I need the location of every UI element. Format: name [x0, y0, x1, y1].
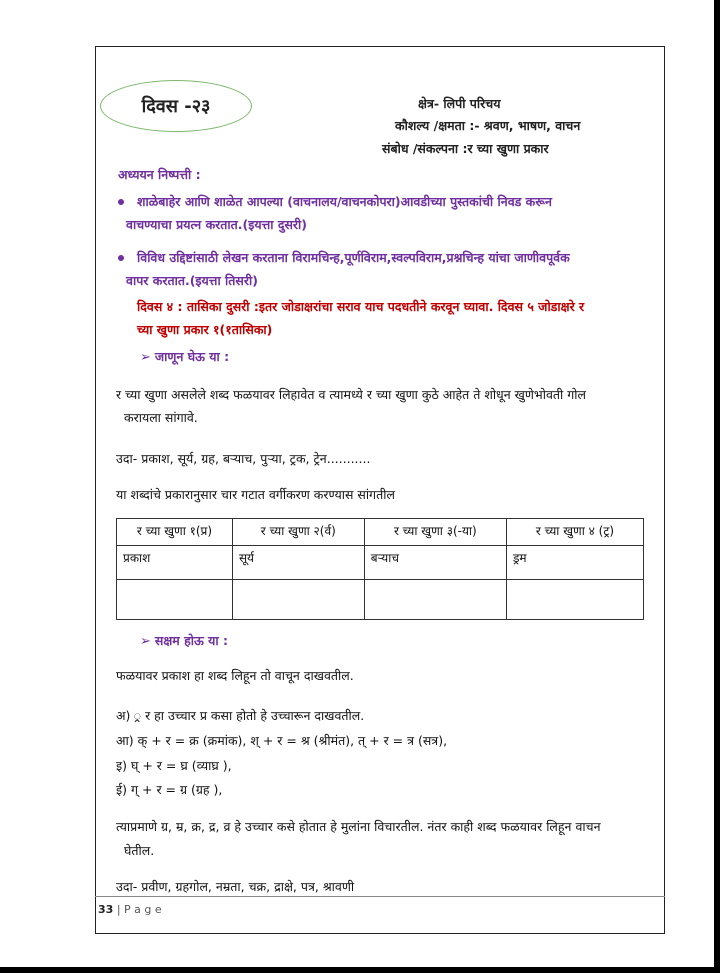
day-note-line-1: दिवस ४ : तासिका दुसरी :इतर जोडाक्षरांचा सराव याच पदधतीने करवून घ्यावा. दिवस ५ जोडाक्षरे र: [137, 299, 585, 314]
know-heading-text: जाणून घेऊ या :: [154, 349, 230, 364]
area-label: क्षेत्र- लिपी परिचय: [418, 96, 501, 111]
page-number: 33: [98, 903, 114, 916]
know-section-heading: [140, 348, 229, 365]
capable-para-line-2: घेतील.: [124, 843, 155, 858]
know-example: उदा- प्रकाश, सूर्य, ग्रह, बऱ्याच, पुऱ्या, ट्रक, ट्रेन...........: [116, 451, 371, 466]
footer-divider: [95, 896, 665, 897]
concept-label: संबोध /संकल्पना :र च्या खुणा प्रकार: [382, 141, 549, 156]
table-cell: बऱ्याच: [364, 546, 506, 580]
capable-heading-text: सक्षम होऊ या :: [154, 633, 229, 648]
know-classify: या शब्दांचे प्रकारानुसार चार गटात वर्गीकरण करण्यास सांगतील: [116, 487, 395, 502]
page-footer: [98, 903, 162, 916]
skills-label: कौशल्य /क्षमता :- श्रवण, भाषण, वाचन: [395, 118, 581, 133]
table-cell: [506, 580, 643, 620]
arrow-right-icon: ➢: [140, 350, 151, 365]
table-cell: प्रकाश: [117, 546, 233, 580]
classification-table: [116, 518, 644, 620]
bullet-icon: [118, 255, 124, 261]
day-note-line-2: च्या खुणा प्रकार १(१तासिका): [137, 322, 273, 337]
outcomes-heading: अध्ययन निष्पत्ती :: [118, 167, 201, 182]
table-header-cell: र च्या खुणा ३(-या): [364, 519, 506, 546]
table-row: [117, 546, 644, 580]
capable-line-ii: ई) ग् + र = ग्र (ग्रह ),: [116, 782, 223, 797]
capable-line-aa: आ) क् + र = क्र (क्रमांक), श् + र = श्र (श्रीमंत), त् + र = त्र (सत्र),: [116, 733, 448, 748]
table-header-cell: र च्या खुणा १(प्र): [117, 519, 233, 546]
table-cell: ड्रम: [506, 546, 643, 580]
table-header-cell: र च्या खुणा २(र्व): [232, 519, 364, 546]
arrow-right-icon: ➢: [140, 634, 151, 649]
know-para-line-2: करायला सांगावे.: [124, 410, 198, 425]
capable-example: उदा- प्रवीण, ग्रहगोल, नम्रता, चक्र, द्राक्षे, पत्र, श्रावणी: [116, 879, 355, 894]
page-label: P a g e: [124, 903, 162, 916]
capable-intro: फळयावर प्रकाश हा शब्द लिहून तो वाचून दाखवतील.: [116, 668, 354, 683]
day-title-oval: [100, 80, 252, 132]
table-row: [117, 580, 644, 620]
outcome-2-line-2: वापर करतात.(इयत्ता तिसरी): [126, 273, 258, 288]
table-cell: [117, 580, 233, 620]
table-cell: सूर्य: [232, 546, 364, 580]
outcome-2-line-1: विविध उद्दिष्टांसाठी लेखन करताना विरामचिन्ह,पूर्णविराम,स्वल्पविराम,प्रश्नचिन्ह यांचा जाणीवपूर्वक: [137, 250, 570, 265]
capable-line-i: इ) घ् + र = घ्र (व्याघ्र ),: [116, 758, 232, 773]
table-header-row: [117, 519, 644, 546]
outcome-1-line-1: शाळेबाहेर आणि शाळेत आपल्या (वाचनालय/वाचनकोपरा)आवडीच्या पुस्तकांची निवड करून: [137, 194, 552, 209]
capable-para-line-1: त्याप्रमाणे ग्र, म्र, क्र, द्र, व्र हे उच्चार कसे होतात हे मुलांना विचारतील. नंतर काही शब्द फळयावर लिहून वाचन: [116, 819, 601, 834]
know-para-line-1: र च्या खुणा असलेले शब्द फळयावर लिहावेत व त्यामध्ये र च्या खुणा कुठे आहेत ते शोधून खुणेभोवती गोल: [116, 387, 586, 402]
table-cell: [364, 580, 506, 620]
day-title: दिवस -२३: [141, 96, 211, 117]
footer-separator: |: [116, 903, 121, 916]
capable-section-heading: [140, 632, 228, 649]
bullet-icon: [118, 199, 124, 205]
table-header-cell: र च्या खुणा ४ (ट्र): [506, 519, 643, 546]
capable-line-a: अ) ्र र हा उच्चार प्र कसा होतो हे उच्चारून दाखवतील.: [116, 708, 365, 723]
table-cell: [232, 580, 364, 620]
outcome-1-line-2: वाचण्याचा प्रयत्न करतात.(इयत्ता दुसरी): [126, 217, 307, 232]
